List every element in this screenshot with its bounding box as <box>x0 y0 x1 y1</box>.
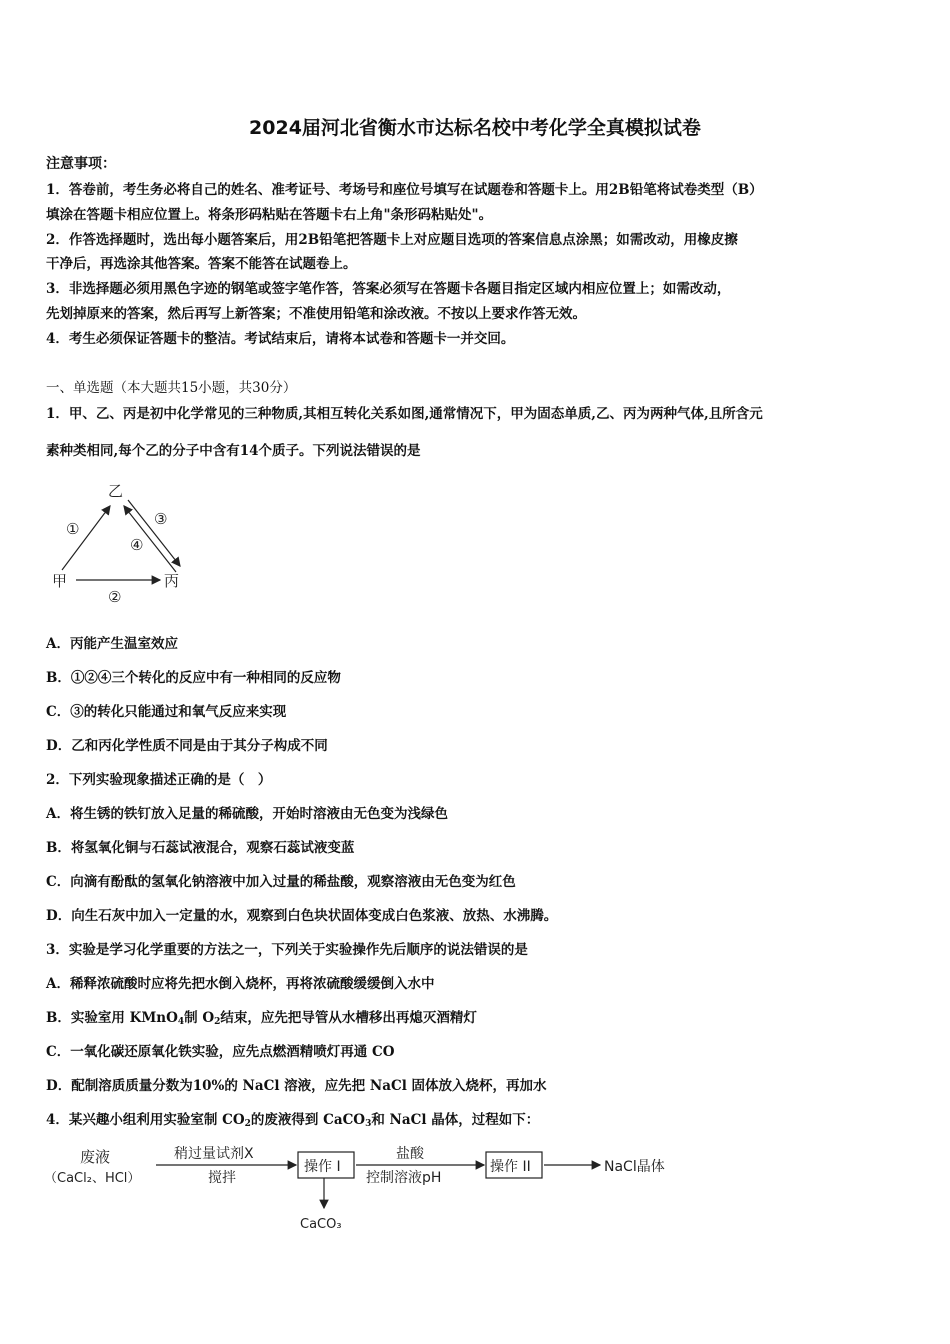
notice-line: 填涂在答题卡相应位置上。将条形码粘贴在答题卡右上角"条形码粘贴处"。 <box>46 207 493 223</box>
q1-option-b: B．①②④三个转化的反应中有一种相同的反应物 <box>46 670 341 686</box>
section-heading: 一、单选题（本大题共15小题，共30分） <box>46 380 297 396</box>
q4-prefix: 4．某兴趣小组利用实验室制 CO <box>46 1112 245 1128</box>
notice-line: 先划掉原来的答案，然后再写上新答案；不准使用铅笔和涂改液。不按以上要求作答无效。 <box>46 306 586 322</box>
flow-reagent: 稍过量试剂X <box>174 1146 254 1162</box>
notice-line: 1．答卷前，考生务必将自己的姓名、准考证号、考场号和座位号填写在试题卷和答题卡上。用2B铅笔将试卷类型（B） <box>46 182 763 198</box>
q3-option-a: A．稀释浓硫酸时应将先把水倒入烧杯，再将浓硫酸缓缓倒入水中 <box>46 976 435 992</box>
q3-b-suffix: 结束，应先把导管从水槽移出再熄灭酒精灯 <box>220 1010 477 1026</box>
q2-option-a: A．将生锈的铁钉放入足量的稀硫酸，开始时溶液由无色变为浅绿色 <box>46 806 448 822</box>
label-1: ① <box>66 520 80 538</box>
q2-stem: 2．下列实验现象描述正确的是（ ） <box>46 772 272 788</box>
node-jia: 甲 <box>52 572 68 590</box>
flow-ph: 控制溶液pH <box>366 1170 442 1186</box>
flow-acid: 盐酸 <box>396 1146 424 1162</box>
q1-conversion-diagram <box>40 472 200 612</box>
flow-waste-components: （CaCl₂、HCl） <box>44 1171 141 1186</box>
q1-option-d: D．乙和丙化学性质不同是由于其分子构成不同 <box>46 738 328 754</box>
label-4: ④ <box>130 536 144 554</box>
q3-option-d: D．配制溶质质量分数为10%的 NaCl 溶液，应先把 NaCl 固体放入烧杯，再加水 <box>46 1078 547 1094</box>
flow-op2: 操作 II <box>490 1159 531 1175</box>
notice-line: 2．作答选择题时，选出每小题答案后，用2B铅笔把答题卡上对应题目选项的答案信息点涂黑；如需改动，用橡皮擦 <box>46 232 738 248</box>
q1-stem: 素种类相同,每个乙的分子中含有14个质子。下列说法错误的是 <box>46 443 421 459</box>
q2-option-c: C．向滴有酚酞的氢氧化钠溶液中加入过量的稀盐酸，观察溶液由无色变为红色 <box>46 874 516 890</box>
q3-option-b <box>46 1006 477 1027</box>
flow-precipitate: CaCO₃ <box>300 1217 342 1232</box>
q2-option-b: B．将氢氧化铜与石蕊试液混合，观察石蕊试液变蓝 <box>46 840 355 856</box>
label-2: ② <box>108 588 122 606</box>
q2-option-d: D．向生石灰中加入一定量的水，观察到白色块状固体变成白色浆液、放热、水沸腾。 <box>46 908 558 924</box>
q3-stem: 3．实验是学习化学重要的方法之一，下列关于实验操作先后顺序的说法错误的是 <box>46 942 528 958</box>
q4-sub2: 3 <box>365 1119 372 1129</box>
q3-b-prefix: B．实验室用 KMnO <box>46 1010 178 1026</box>
q1-stem: 1．甲、乙、丙是初中化学常见的三种物质,其相互转化关系如图,通常情况下，甲为固态单质,乙、丙为两种气体,且所含元 <box>46 406 763 422</box>
notice-heading: 注意事项： <box>46 156 116 172</box>
notice-line: 4．考生必须保证答题卡的整洁。考试结束后，请将本试卷和答题卡一并交回。 <box>46 331 515 347</box>
q4-process-flow <box>40 1136 700 1236</box>
flow-stir: 搅拌 <box>208 1170 236 1186</box>
node-bing: 丙 <box>164 572 180 590</box>
q3-option-c: C．一氧化碳还原氧化铁实验，应先点燃酒精喷灯再通 CO <box>46 1044 395 1060</box>
q3-b-mid: 制 O <box>184 1010 215 1026</box>
notice-line: 3．非选择题必须用黑色字迹的钢笔或签字笔作答，答案必须写在答题卡各题目指定区域内相应位置上；如需改动， <box>46 281 731 297</box>
notice-line: 干净后，再选涂其他答案。答案不能答在试题卷上。 <box>46 256 357 272</box>
flow-product: NaCl晶体 <box>604 1159 665 1175</box>
q4-mid: 的废液得到 CaCO <box>250 1112 366 1128</box>
exam-title: 2024届河北省衡水市达标名校中考化学全真模拟试卷 <box>249 117 701 139</box>
q3-b-sub1: 4 <box>177 1017 185 1027</box>
q4-stem <box>46 1108 539 1129</box>
q3-b-sub2: 2 <box>214 1017 221 1027</box>
q1-option-a: A．丙能产生温室效应 <box>46 636 178 652</box>
flow-op1: 操作 I <box>304 1159 341 1175</box>
arrow-1 <box>62 506 110 570</box>
q4-suffix: 和 NaCl 晶体，过程如下： <box>371 1112 540 1128</box>
node-yi: 乙 <box>108 482 124 500</box>
flow-waste: 废液 <box>80 1148 111 1166</box>
q1-option-c: C．③的转化只能通过和氧气反应来实现 <box>46 704 287 720</box>
label-3: ③ <box>154 510 168 528</box>
q4-sub1: 2 <box>244 1119 251 1129</box>
